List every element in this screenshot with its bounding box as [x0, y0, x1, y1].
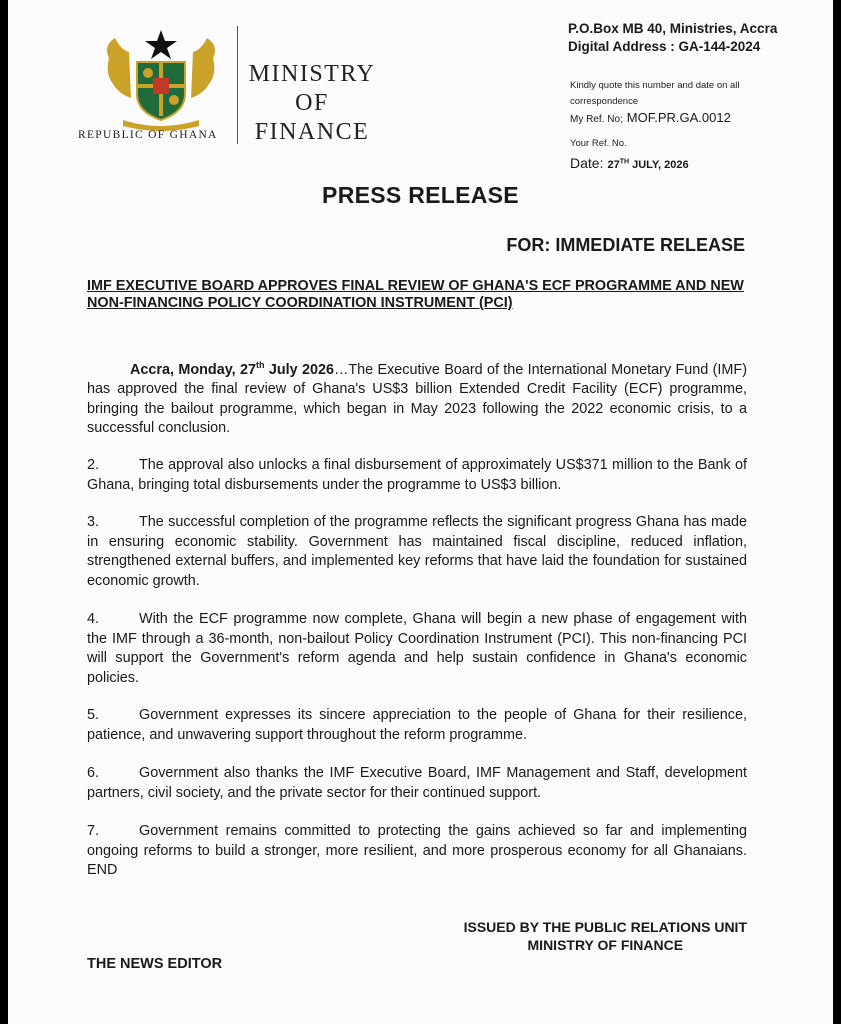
your-ref-label: Your Ref. No.	[570, 138, 627, 149]
paragraph-text: Government also thanks the IMF Executive Board, IMF Management and Staff, development partners, civil society, and the private sector for their continued support.	[87, 765, 747, 801]
paragraph-7	[87, 822, 747, 881]
page-title: PRESS RELEASE	[322, 182, 519, 208]
paragraph-number: 2.	[87, 457, 100, 473]
paragraph-number: 7.	[87, 823, 100, 839]
postal-address	[568, 20, 818, 56]
ministry-line: OF	[295, 90, 329, 116]
paragraph-text: The successful completion of the programme reflects the significant progress Ghana has made in ensuring economic stability. Government has maintained fiscal discipline, reduced inflation, strengthened external buffers, and implemented key reforms that have laid the foundation for sustained economic growth.	[87, 514, 747, 589]
issued-by	[464, 918, 747, 954]
letterhead-divider	[237, 26, 238, 144]
paragraph-text: The approval also unlocks a final disbursement of approximately US$371 million to the Bank of Ghana, bringing total disbursements under the programme to US$3 billion.	[87, 457, 747, 493]
address-line: P.O.Box MB 40, Ministries, Accra	[568, 21, 778, 36]
republic-label: REPUBLIC OF GHANA	[78, 129, 218, 141]
date-suffix: TH	[619, 158, 630, 166]
quote-notice: Kindly quote this number and date on all	[570, 80, 740, 91]
paragraph-6	[87, 764, 747, 803]
issued-line: ISSUED BY THE PUBLIC RELATIONS UNIT	[463, 919, 747, 935]
paragraph-number: 6.	[87, 765, 100, 781]
date-day: 27	[607, 159, 620, 171]
ghana-coat-of-arms-icon	[101, 28, 221, 132]
my-ref-label: My Ref. No;	[570, 114, 623, 125]
paragraph-text: Government expresses its sincere appreciation to the people of Ghana for their resilience, patience, and unwavering support throughout the reform programme.	[87, 707, 747, 743]
paragraph-text: Government remains committed to protecting the gains achieved so far and implementing ongoing reforms to build a stronger, more resilient, and more prosperous economy for all Ghanaians. END	[87, 823, 747, 878]
press-release-page	[8, 0, 833, 1024]
paragraph-text: …The Executive Board of the International Monetary Fund (IMF) has approved the final review of Ghana's US$3 billion Extended Credit Facility (ECF) programme, bringing the bailout programme, which began in May 2023 following the 2022 economic crisis, to a successful conclusion.	[87, 361, 747, 437]
my-ref-value: MOF.PR.GA.0012	[626, 110, 731, 125]
paragraph-2	[87, 456, 747, 495]
date-label: Date:	[570, 155, 604, 171]
paragraph-number: 5.	[87, 707, 100, 723]
paragraph-number: 3.	[87, 514, 100, 530]
release-type: FOR: IMMEDIATE RELEASE	[506, 235, 745, 255]
headline: IMF EXECUTIVE BOARD APPROVES FINAL REVIEW OF GHANA'S ECF PROGRAMME AND NEW NON-FINANCING POLICY COORDINATION INSTRUMENT (PCI)	[87, 278, 744, 311]
paragraph-3	[87, 513, 747, 591]
quote-notice-cont: correspondence	[570, 96, 639, 107]
paragraph-5	[87, 706, 747, 745]
my-ref	[570, 110, 731, 125]
digital-address: Digital Address : GA-144-2024	[568, 39, 761, 54]
paragraph-1	[87, 356, 747, 439]
paragraph-number: 4.	[87, 611, 100, 627]
issued-line: MINISTRY OF FINANCE	[527, 937, 684, 953]
paragraph-4	[87, 610, 747, 688]
date-rest: JULY, 2026	[629, 159, 689, 171]
dateline: Accra, Monday, 27th July 2026	[130, 360, 334, 378]
ministry-wordmark	[242, 60, 382, 147]
paragraph-text: With the ECF programme now complete, Ghana will begin a new phase of engagement with the IMF through a 36-month, non-bailout Policy Coordination Instrument (PCI). This non-financing PCI will support the Government's reform agenda and help sustain confidence in Ghana's economic policies.	[87, 611, 747, 686]
ministry-line: FINANCE	[254, 119, 370, 145]
release-date	[570, 155, 689, 171]
ministry-line: MINISTRY	[248, 61, 376, 87]
addressee: THE NEWS EDITOR	[87, 956, 223, 972]
